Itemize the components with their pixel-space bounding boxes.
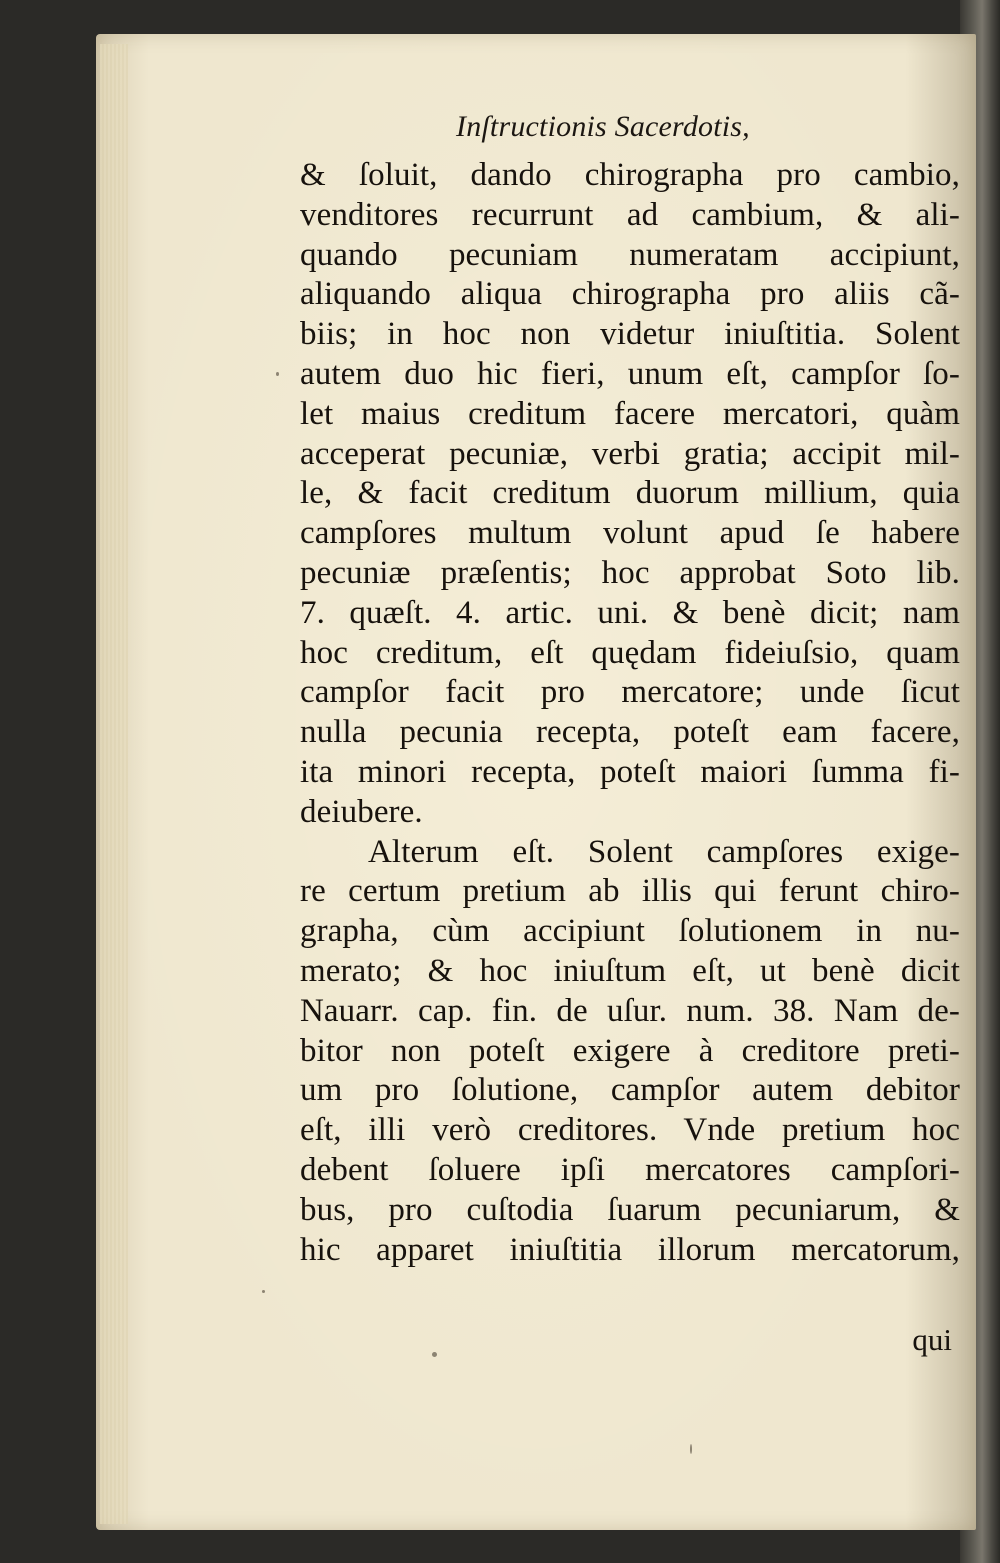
text-line: 7. quæſt. 4. artic. uni. & benè dicit; nam [300, 594, 960, 631]
text-line: campſores multum volunt apud ſe habere [300, 515, 960, 552]
paper-speck [262, 1290, 265, 1293]
page-edges [100, 44, 128, 1524]
text-line: quando pecuniam numeratam accipiunt, [300, 236, 960, 273]
text-line: re certum pretium ab illis qui ferunt chiro- [300, 873, 960, 910]
text-line: aliquando aliqua chirographa pro aliis cã- [300, 276, 960, 313]
text-line: deiubere. [300, 793, 423, 830]
paper-speck [276, 372, 279, 376]
paper-speck [690, 1444, 692, 1454]
text-line: pecuniæ præſentis; hoc approbat Soto lib. [300, 554, 960, 591]
text-line: bus, pro cuſtodia ſuarum pecuniarum, & [300, 1191, 960, 1228]
text-line: nulla pecunia recepta, poteſt eam facere, [300, 714, 960, 751]
paper-speck [432, 1352, 437, 1357]
catchword: qui [912, 1322, 952, 1357]
running-head: Inſtructionis Sacerdotis, [456, 110, 750, 143]
text-line: bitor non poteſt exigere à creditore preti- [300, 1032, 960, 1069]
text-line: autem duo hic fieri, unum eſt, campſor ſo- [300, 355, 960, 392]
text-line: campſor facit pro mercatore; unde ſicut [300, 674, 960, 711]
text-line: grapha, cùm accipiunt ſolutionem in nu- [300, 913, 960, 950]
text-line: venditores recurrunt ad cambium, & ali- [300, 196, 960, 233]
text-line: um pro ſolutione, campſor autem debitor [300, 1072, 960, 1109]
text-line: hoc creditum, eſt quędam fideiuſsio, quam [300, 634, 960, 671]
text-line: let maius creditum facere mercatori, quàm [300, 395, 960, 432]
text-line: merato; & hoc iniuſtum eſt, ut benè dicit [300, 952, 960, 989]
text-line: ita minori recepta, poteſt maiori ſumma fi- [300, 753, 960, 790]
text-block [300, 156, 960, 1270]
paragraph-start-line: Alterum eſt. Solent campſores exige- [368, 833, 960, 870]
text-line: debent ſoluere ipſi mercatores campſori- [300, 1151, 960, 1188]
text-line: le, & facit creditum duorum millium, quia [300, 475, 960, 512]
text-line: eſt, illi verò creditores. Vnde pretium hoc [300, 1112, 960, 1149]
text-line: Nauarr. cap. fin. de uſur. num. 38. Nam de- [300, 992, 960, 1029]
text-line: biis; in hoc non videtur iniuſtitia. Solent [300, 316, 960, 353]
text-line: hic apparet iniuſtitia illorum mercatorum, [300, 1231, 960, 1268]
text-line: & ſoluit, dando chirographa pro cambio, [300, 157, 960, 193]
text-line: acceperat pecuniæ, verbi gratia; accipit mil- [300, 435, 960, 472]
